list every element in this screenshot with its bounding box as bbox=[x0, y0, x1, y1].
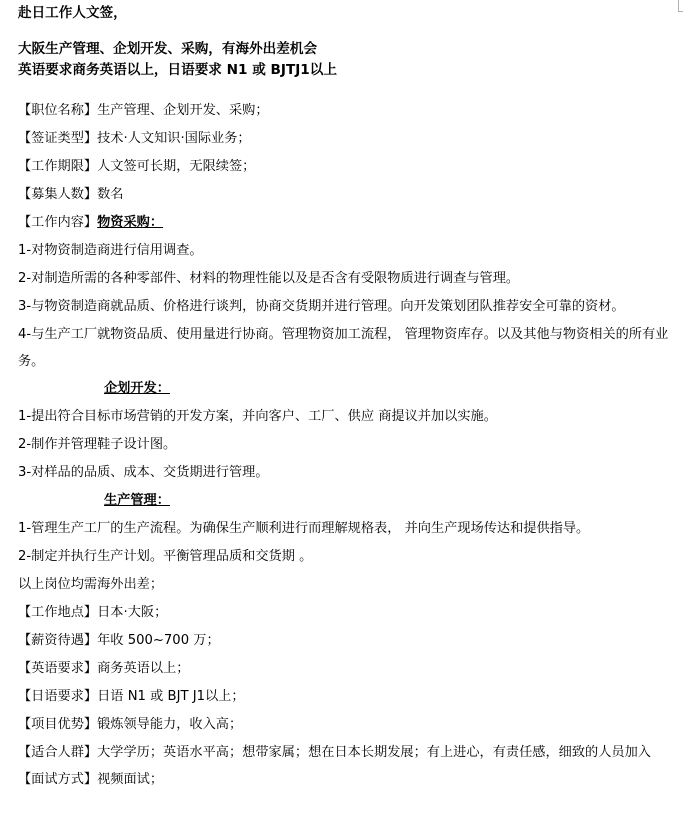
section-heading-production: 生产管理： bbox=[104, 493, 170, 508]
detail-salary bbox=[18, 627, 683, 655]
detail-english-requirement bbox=[18, 655, 683, 683]
list-item: 2-对制造所需的各种零部件、材料的物理性能以及是否含有受限物质进行调查与管理。 bbox=[18, 271, 520, 286]
detail-label: 【面试方式】 bbox=[18, 772, 98, 787]
detail-value: 商务英语以上； bbox=[97, 661, 190, 676]
field-value: 人文签可长期，无限续签； bbox=[97, 159, 256, 174]
detail-advantages bbox=[18, 711, 683, 739]
detail-value: 日本·大阪； bbox=[97, 605, 168, 620]
list-item: 2-制作并管理鞋子设计图。 bbox=[18, 437, 177, 452]
section-heading-planning-row bbox=[18, 375, 683, 403]
field-label: 【工作内容】 bbox=[18, 215, 98, 230]
detail-work-location bbox=[18, 599, 683, 627]
field-value: 技术·人文知识·国际业务； bbox=[97, 131, 251, 146]
document-body bbox=[18, 0, 683, 794]
section-heading-procurement: 物资采购： bbox=[97, 215, 164, 230]
field-label: 【职位名称】 bbox=[18, 103, 98, 118]
detail-label: 【英语要求】 bbox=[18, 661, 98, 676]
list-item: 1-管理生产工厂的生产流程。为确保生产顺利进行而理解规格表， 并向生产现场传达和提供指导。 bbox=[18, 521, 590, 536]
headline-line-2: 英语要求商务英语以上，日语要求 N1 或 BJTJ1以上 bbox=[18, 62, 337, 78]
spacer bbox=[18, 24, 683, 39]
detail-value: 锻炼领导能力，收入高； bbox=[97, 717, 243, 732]
field-visa-type bbox=[18, 125, 683, 153]
field-label: 【工作期限】 bbox=[18, 159, 98, 174]
detail-label: 【工作地点】 bbox=[18, 605, 98, 620]
field-work-content bbox=[18, 209, 683, 237]
list-item: 1-对物资制造商进行信用调查。 bbox=[18, 243, 203, 258]
detail-interview-method bbox=[18, 766, 683, 794]
detail-value: 大学学历；英语水平高；想带家属；想在日本长期发展；有上进心，有责任感，细致的人员加入 bbox=[97, 745, 651, 760]
field-label: 【签证类型】 bbox=[18, 131, 98, 146]
travel-note: 以上岗位均需海外出差； bbox=[18, 577, 164, 592]
field-value: 生产管理、企划开发、采购； bbox=[97, 103, 269, 118]
detail-label: 【薪资待遇】 bbox=[18, 633, 98, 648]
list-item: 1-提出符合目标市场营销的开发方案，并向客户、工厂、供应 商提议并加以实施。 bbox=[18, 409, 497, 424]
section-heading-planning: 企划开发： bbox=[104, 381, 170, 396]
headline-line-1: 大阪生产管理、企划开发、采购，有海外出差机会 bbox=[18, 41, 318, 57]
list-item: 3-与物资制造商就品质、价格进行谈判，协商交货期并进行管理。向开发策划团队推荐安全可靠的资材。 bbox=[18, 299, 625, 314]
document-title: 赴日工作人文签， bbox=[18, 5, 127, 21]
detail-target-candidates bbox=[18, 739, 683, 766]
section-heading-production-row bbox=[18, 487, 683, 515]
field-label: 【募集人数】 bbox=[18, 187, 98, 202]
list-item: 2-制定并执行生产计划。平衡管理品质和交货期 。 bbox=[18, 549, 313, 564]
list-item: 4-与生产工厂就物资品质、使用量进行协商。管理物资加工流程， 管理物资库存。以及其他与物资相关的所有业务。 bbox=[18, 327, 669, 369]
list-item: 3-对样品的品质、成本、交货期进行管理。 bbox=[18, 465, 269, 480]
detail-value: 视频面试； bbox=[97, 772, 164, 787]
detail-label: 【日语要求】 bbox=[18, 689, 98, 704]
detail-value: 日语 N1 或 BJT J1以上； bbox=[97, 689, 245, 704]
detail-label: 【项目优势】 bbox=[18, 717, 98, 732]
detail-value: 年收 500~700 万； bbox=[97, 633, 220, 648]
field-position bbox=[18, 97, 683, 125]
detail-label: 【适合人群】 bbox=[18, 745, 98, 760]
field-headcount bbox=[18, 181, 683, 209]
field-work-period bbox=[18, 153, 683, 181]
field-value: 数名 bbox=[97, 187, 124, 202]
detail-japanese-requirement bbox=[18, 683, 683, 711]
spacer bbox=[18, 81, 683, 97]
